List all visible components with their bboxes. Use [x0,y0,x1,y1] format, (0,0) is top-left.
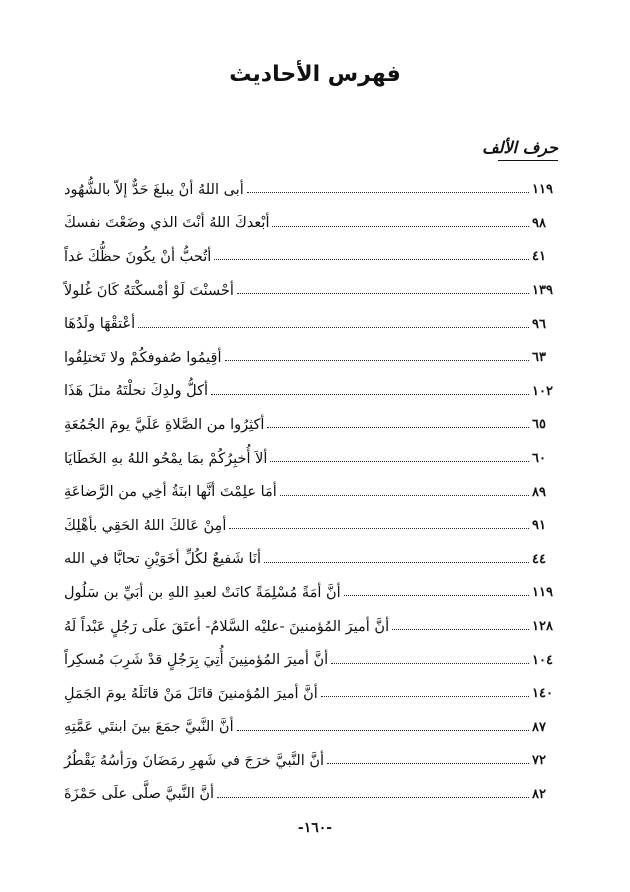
entry-text: أكثِرُوا من الصَّلاةِ عَلَيَّ يومَ الجُمُعَةِ [64,416,265,433]
index-entry [62,711,558,745]
entry-page: ٨٧ [532,719,546,735]
dot-leader [217,797,529,798]
index-entry [62,240,558,274]
entry-page: ١٢٨ [532,619,553,635]
dot-leader [138,327,529,328]
index-list [62,173,558,811]
index-entry [62,576,558,610]
dot-leader [211,394,529,395]
entry-page: ١١٩ [532,182,553,198]
entry-page: ٩٨ [532,215,546,231]
dot-leader [321,696,529,697]
index-entry [62,677,558,711]
index-entry [62,643,558,677]
entry-text: أحْسنْتَ لَوْ أمْسكْتَهُ كَانَ غُلولاً [64,282,234,299]
entry-page: ٩١ [532,518,546,534]
dot-leader [264,562,529,563]
dot-leader [237,293,529,294]
entry-text: أنَّ أمَةً مُسْلِمَةً كانَتْ لعبدِ اللهِ بن أبَيِّ بن سَلُول [64,584,341,601]
entry-page: ٦٠ [532,451,546,467]
entry-page: ١٣٩ [532,283,553,299]
section-heading: حرف الألف [482,138,558,157]
index-entry [62,375,558,409]
entry-text: أنَّ أميرَ المُؤمنِينَ أُتِيَ بِرَجُلٍ قدْ شَرِبَ مُسكِراً [64,652,329,669]
entry-page: ١١٩ [532,585,553,601]
dot-leader [327,763,529,764]
index-entry [62,475,558,509]
index-entry [62,307,558,341]
index-entry [62,442,558,476]
entry-text: أعْتقْهَا ولَدُهَا [64,316,136,333]
entry-text: أنَّ أميرَ المُؤمنينَ قاتَلَ مَنْ قاتَلَهُ يومَ الجَمَلِ [64,685,318,702]
index-entry [62,509,558,543]
index-entry [62,408,558,442]
index-entry [62,744,558,778]
dot-leader [225,360,530,361]
entry-page: ١٠٤ [532,652,553,668]
entry-text: أبى اللهُ أنْ يبلغَ حَدٌّ إلاّ بالشُّهُود [64,181,244,198]
entry-text: أبْعدكَ اللهُ أنْتَ الذي وضَعْتَ نفسكَ [64,215,270,232]
index-entry [62,173,558,207]
section-underline [498,160,558,161]
dot-leader [267,427,529,428]
index-entry [62,207,558,241]
entry-page: ٤١ [532,249,546,265]
entry-page: ٧٢ [532,753,546,769]
dot-leader [280,495,529,496]
dot-leader [392,629,529,630]
entry-text: أنَّ النَّبيَّ جمَعَ بينَ ابنتَي عَمَّتِهِ [64,719,234,736]
entry-text: أكلُّ ولدِكَ نحلْتَهُ مثلَ هَذَا [64,383,209,400]
dot-leader [237,730,529,731]
entry-page: ٦٣ [532,350,546,366]
dot-leader [214,259,529,260]
entry-text: أنَّ النَّبيَّ خرَجَ في شَهرِ رمَضَانَ ورَأسُهُ يَقْطُرُ [64,752,325,769]
entry-page: ٩٦ [532,316,546,332]
page-title: فهرس الأحاديث [229,62,401,87]
dot-leader [229,528,529,529]
index-entry [62,341,558,375]
entry-page: ٨٢ [532,786,546,802]
index-entry [62,543,558,577]
entry-text: أنَا شَفيعٌ لكُلِّ أخَوَيْنِ تحابَّا في الله [64,551,261,568]
index-entry [62,778,558,812]
entry-page: ٦٥ [532,417,546,433]
entry-text: أمِنْ عَالكَ اللهُ الحَقِي بأهْلِكَ [64,517,227,534]
dot-leader [247,192,529,193]
entry-page: ١٠٢ [532,383,553,399]
page-number: -١٦٠- [297,820,333,836]
dot-leader [344,595,529,596]
dot-leader [331,663,529,664]
dot-leader [270,461,529,462]
entry-text: أمَا علِمْتَ أنَّها ابنَةُ أخِي من الرَّضاعَةِ [64,484,277,501]
entry-text: أنَّ النَّبيَّ صلَّى علَى حَمْزَةَ [64,786,215,803]
entry-page: ١٤٠ [532,686,553,702]
index-entry [62,274,558,308]
entry-text: أنَّ أميرَ المُؤمنينَ -عليْه السَّلامُ- أعتَقَ علَى رَجُلٍ عَبْداً لَهُ [64,618,390,635]
entry-text: أتُحبُّ أنْ يكُونَ حظُّكَ غداً [64,248,212,265]
dot-leader [272,226,529,227]
entry-page: ٤٤ [532,551,546,567]
entry-text: أقِيمُوا صُفوفكُمْ ولا تَختلِفُوا [64,349,222,366]
index-entry [62,610,558,644]
entry-page: ٨٩ [532,484,546,500]
entry-text: ألاَ أُخبِرُكُمْ بمَا يمْحُو اللهُ بهِ الخَطَايَا [64,450,268,467]
